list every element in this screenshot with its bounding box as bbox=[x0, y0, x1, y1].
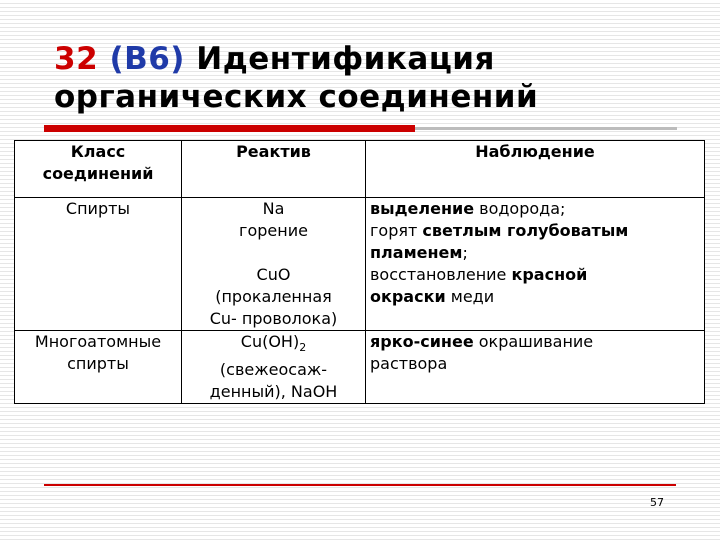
table-row bbox=[15, 331, 705, 404]
identification-table bbox=[14, 140, 705, 404]
header-observation: Наблюдение bbox=[366, 141, 705, 198]
title-underline-red bbox=[44, 125, 415, 132]
observation-cell: выделение водорода; горят светлым голубоватым пламенем; восстановление красной окраски меди bbox=[366, 198, 705, 331]
title-underline-gray bbox=[415, 127, 677, 130]
footer-divider bbox=[44, 484, 676, 486]
title-text-line2: органических соединений bbox=[54, 79, 539, 115]
header-class: Класс соединений bbox=[15, 141, 182, 198]
reagent-cell: Na горение CuO (прокаленная Cu- проволока) bbox=[182, 198, 366, 331]
slide-title-line1 bbox=[54, 40, 694, 78]
header-reagent: Реактив bbox=[182, 141, 366, 198]
task-code: (B6) bbox=[109, 41, 185, 77]
table-header-row bbox=[15, 141, 705, 198]
title-text-line1: Идентификация bbox=[196, 41, 495, 77]
class-cell: Многоатомные спирты bbox=[15, 331, 182, 404]
slide-title bbox=[54, 40, 694, 116]
reagent-cell: $Cu(OH)_2$ (свежеосаж- денный), NaOH bbox=[182, 331, 366, 404]
class-cell: Спирты bbox=[15, 198, 182, 331]
observation-cell: ярко-синее окрашивание раствора bbox=[366, 331, 705, 404]
page-number: 57 bbox=[650, 496, 664, 509]
table-row bbox=[15, 198, 705, 331]
task-number: 32 bbox=[54, 41, 99, 77]
